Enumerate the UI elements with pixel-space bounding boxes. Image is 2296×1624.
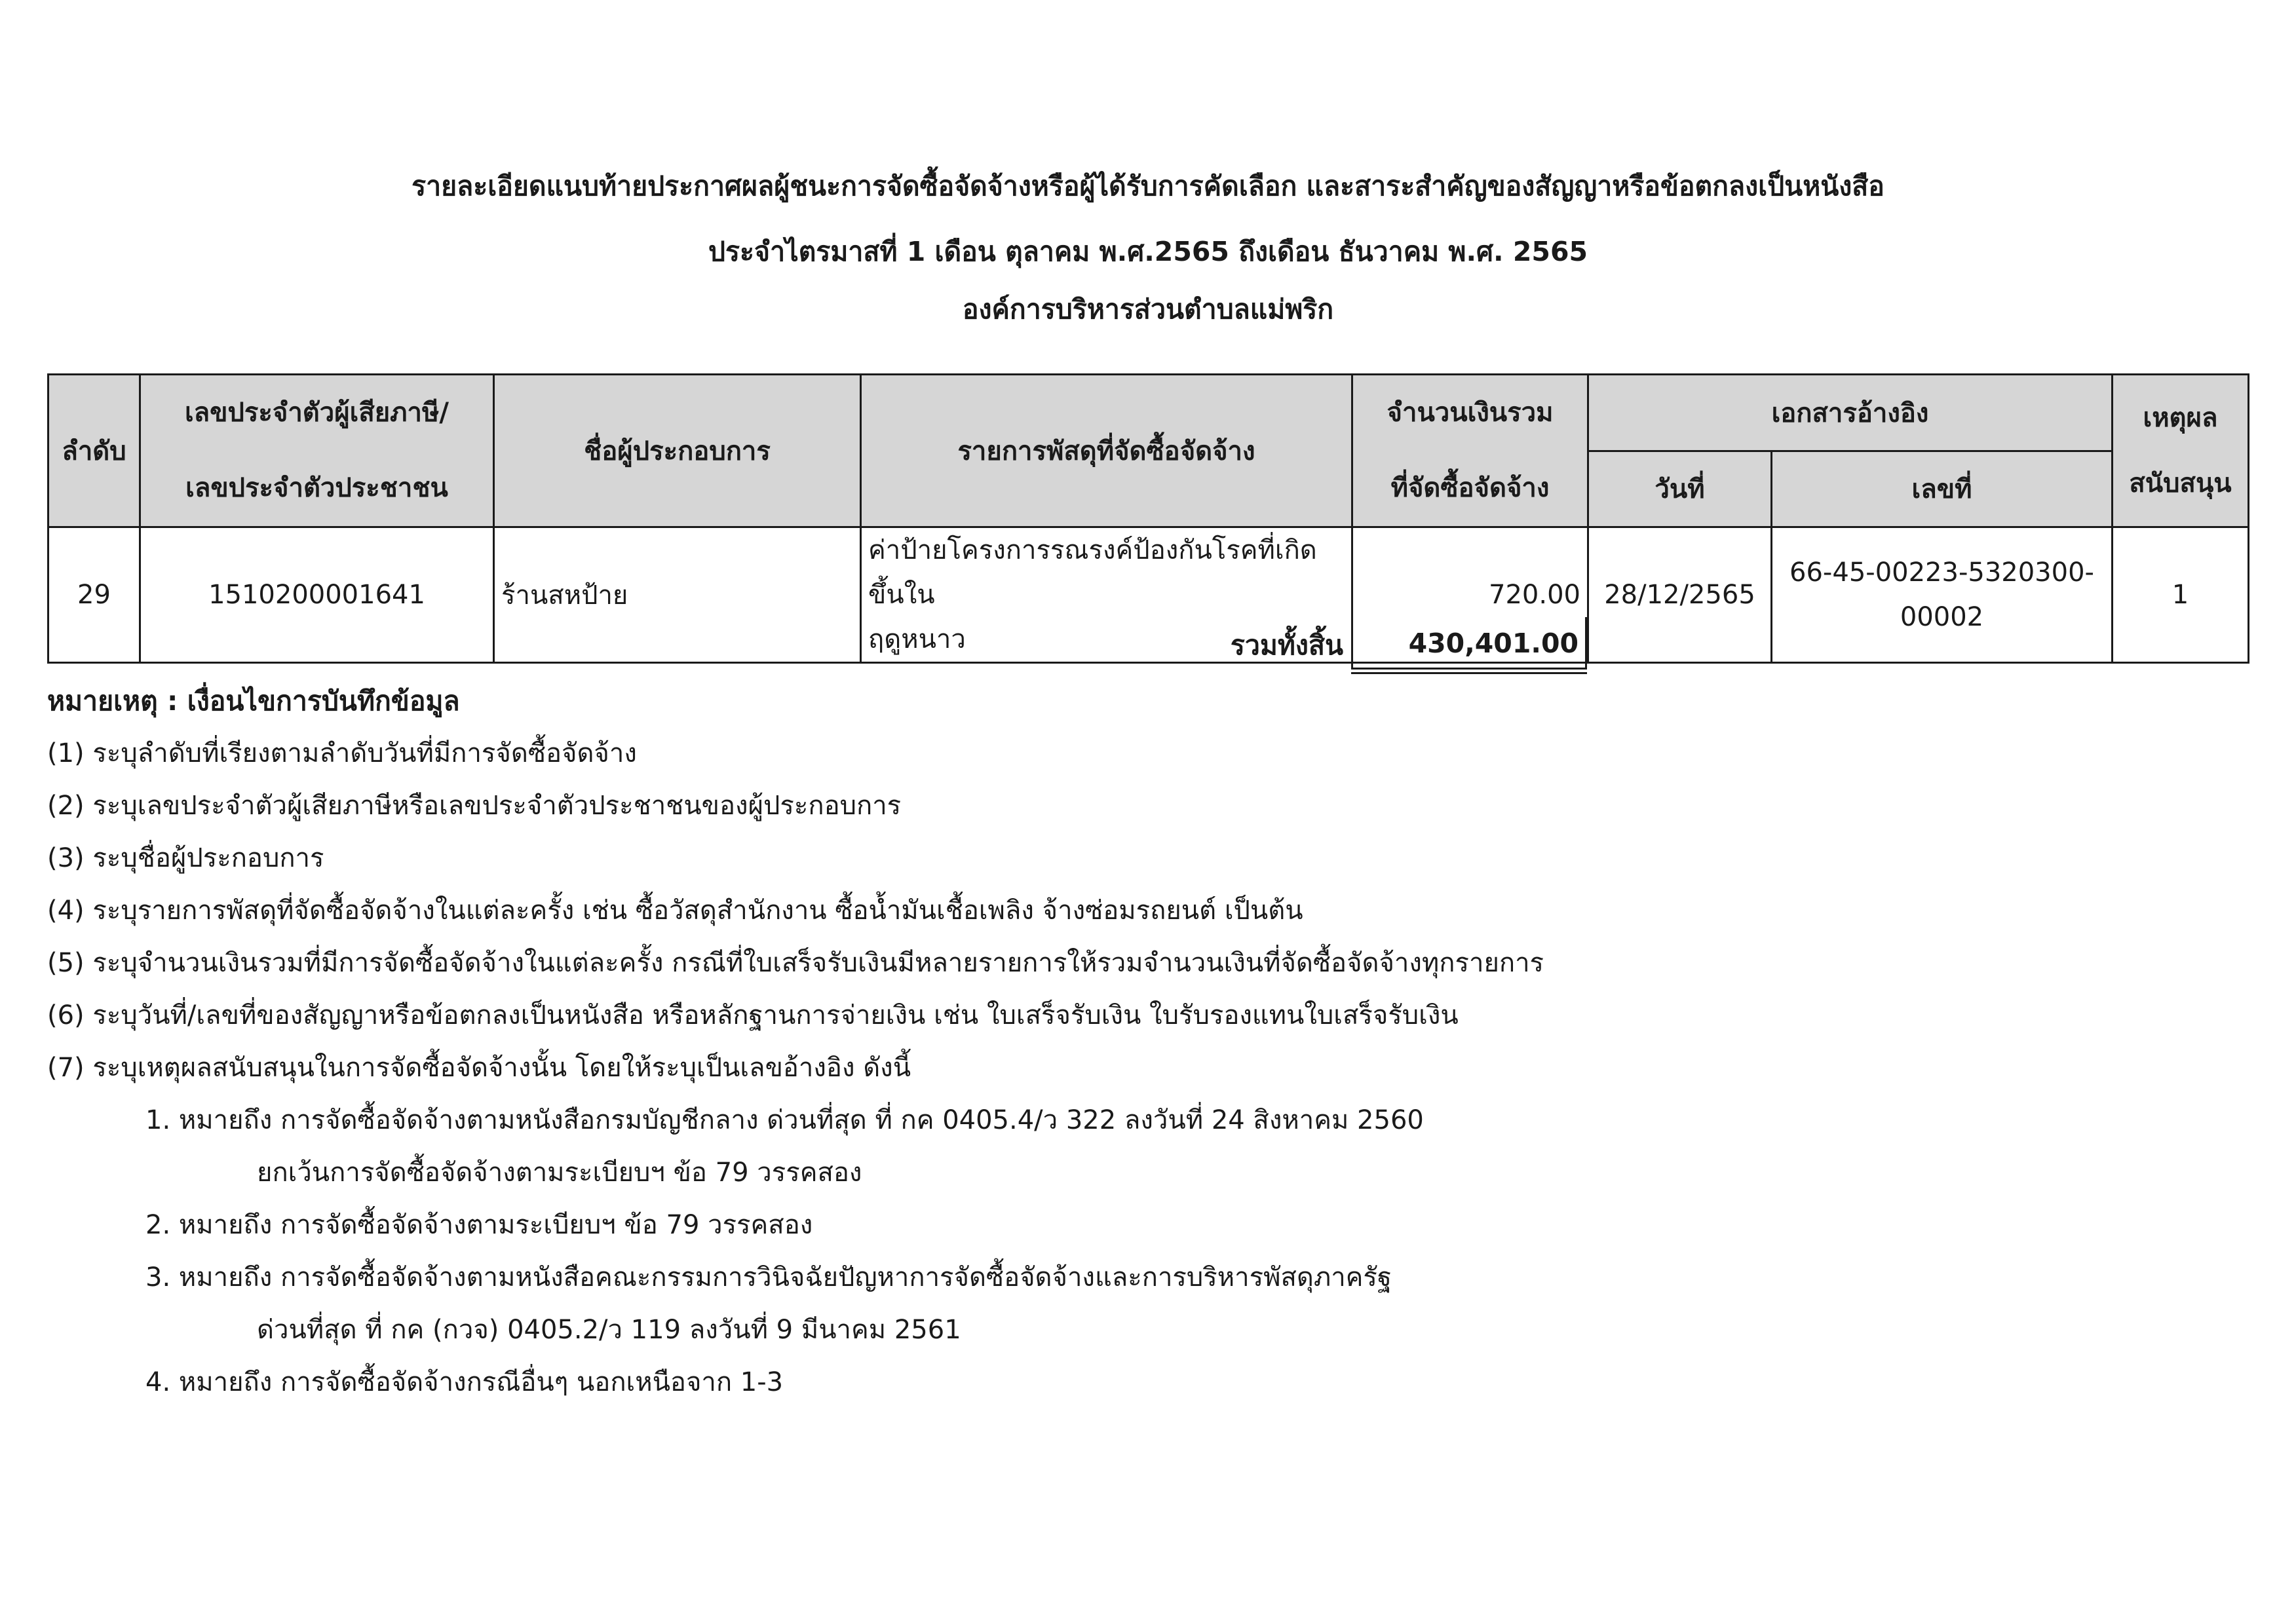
- note-item-2: (2) ระบุเลขประจำตัวผู้เสียภาษีหรือเลขประจำตัวประชาชนของผู้ประกอบการ: [47, 791, 902, 821]
- header-reason: [2113, 375, 2249, 527]
- header-ref: เอกสารอ้างอิง: [1588, 375, 2113, 451]
- header-item: รายการพัสดุที่จัดซื้อจัดจ้าง: [861, 375, 1352, 527]
- cell-taxid: 1510200001641: [140, 527, 494, 663]
- header-taxid-line2: เลขประจำตัวประชาชน: [185, 473, 448, 503]
- note-item-3: (3) ระบุชื่อผู้ประกอบการ: [47, 843, 324, 873]
- header-ref-date: วันที่: [1588, 451, 1772, 527]
- header-taxid-line1: เลขประจำตัวผู้เสียภาษี/: [185, 398, 449, 428]
- note-sub-1: 1. หมายถึง การจัดซื้อจัดจ้างตามหนังสือกรมบัญชีกลาง ด่วนที่สุด ที่ กค 0405.4/ว 322 ลงวันที่ 24 สิงหาคม 2560: [145, 1105, 1424, 1135]
- cell-ref-no-line1: 66-45-00223-5320300-: [1789, 557, 2094, 588]
- total-label: รวมทั้งสิ้น: [1230, 630, 1343, 661]
- note-item-5: (5) ระบุจำนวนเงินรวมที่มีการจัดซื้อจัดจ้างในแต่ละครั้ง กรณีที่ใบเสร็จรับเงินมีหลายรายการให้รวมจำนวนเงินที่จัดซื้อจัดจ้างทุกรายการ: [47, 948, 1544, 978]
- header-taxid: [140, 375, 494, 527]
- document-title: รายละเอียดแนบท้ายประกาศผลผู้ชนะการจัดซื้อจัดจ้างหรือผู้ได้รับการคัดเลือก และสาระสำคัญของสัญญาหรือข้อตกลงเป็นหนังสือ: [411, 170, 1885, 202]
- notes-section: [47, 675, 2210, 1408]
- header-amount-line1: จำนวนเงินรวม: [1387, 398, 1554, 428]
- cell-item-line1: ค่าป้ายโครงการรณรงค์ป้องกันโรคที่เกิดขึ้นใน: [868, 535, 1317, 610]
- note-sub-1-continued: ยกเว้นการจัดซื้อจัดจ้างตามระเบียบฯ ข้อ 79 วรรคสอง: [257, 1158, 862, 1188]
- header-reason-line1: เหตุผล: [2143, 403, 2218, 433]
- total-double-underline: [1351, 672, 1587, 674]
- cell-ref-no: [1772, 527, 2113, 663]
- cell-amount: 720.00: [1352, 527, 1588, 663]
- note-item-4: (4) ระบุรายการพัสดุที่จัดซื้อจัดจ้างในแต่ละครั้ง เช่น ซื้อวัสดุสำนักงาน ซื้อน้ำมันเชื้อเพลิง จ้างซ่อมรถยนต์ เป็นต้น: [47, 896, 1303, 926]
- document-period: ประจำไตรมาสที่ 1 เดือน ตุลาคม พ.ศ.2565 ถึงเดือน ธันวาคม พ.ศ. 2565: [708, 236, 1588, 267]
- header-amount-line2: ที่จัดซื้อจัดจ้าง: [1390, 473, 1550, 503]
- notes-title: หมายเหตุ : เงื่อนไขการบันทึกข้อมูล: [47, 685, 460, 717]
- note-sub-2: 2. หมายถึง การจัดซื้อจัดจ้างตามระเบียบฯ ข้อ 79 วรรคสอง: [145, 1210, 813, 1240]
- note-sub-3-continued: ด่วนที่สุด ที่ กค (กวจ) 0405.2/ว 119 ลงวันที่ 9 มีนาคม 2561: [257, 1315, 961, 1345]
- note-sub-4: 4. หมายถึง การจัดซื้อจัดจ้างกรณีอื่นๆ นอกเหนือจาก 1-3: [145, 1367, 784, 1397]
- header-seq: ลำดับ: [48, 375, 140, 527]
- cell-ref-no-line2: 00002: [1900, 602, 1984, 632]
- header-vendor: ชื่อผู้ประกอบการ: [494, 375, 861, 527]
- cell-item-line2: ฤดูหนาว: [868, 624, 966, 654]
- header-reason-line2: สนับสนุน: [2129, 468, 2232, 499]
- note-item-1: (1) ระบุลำดับที่เรียงตามลำดับวันที่มีการจัดซื้อจัดจ้าง: [47, 738, 637, 768]
- cell-seq: 29: [48, 527, 140, 663]
- note-sub-3: 3. หมายถึง การจัดซื้อจัดจ้างตามหนังสือคณะกรรมการวินิจฉัยปัญหาการจัดซื้อจัดจ้างและการบริหารพัสดุภาครัฐ: [145, 1262, 1392, 1293]
- cell-reason: 1: [2113, 527, 2249, 663]
- cell-vendor: ร้านสหป้าย: [494, 527, 861, 663]
- organization-name: องค์การบริหารส่วนตำบลแม่พริก: [962, 293, 1334, 325]
- note-item-7: (7) ระบุเหตุผลสนับสนุนในการจัดซื้อจัดจ้างนั้น โดยให้ระบุเป็นเลขอ้างอิง ดังนี้: [47, 1053, 911, 1083]
- header-amount: [1352, 375, 1588, 527]
- header-ref-no: เลขที่: [1772, 451, 2113, 527]
- note-item-6: (6) ระบุวันที่/เลขที่ของสัญญาหรือข้อตกลงเป็นหนังสือ หรือหลักฐานการจ่ายเงิน เช่น ใบเสร็จรับเงิน ใบรับรองแทนใบเสร็จรับเงิน: [47, 1000, 1459, 1030]
- total-value: 430,401.00: [1351, 617, 1587, 670]
- cell-date: 28/12/2565: [1588, 527, 1772, 663]
